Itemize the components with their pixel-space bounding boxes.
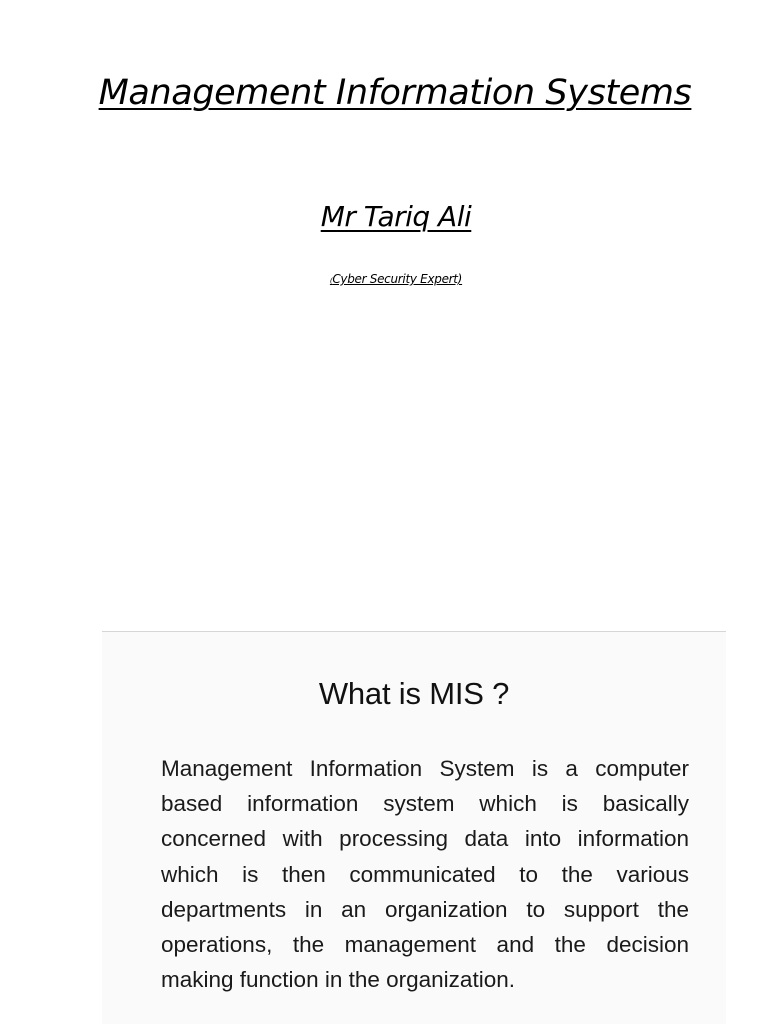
author-role-open-paren: ( bbox=[329, 277, 333, 285]
slide-heading: What is MIS ? bbox=[318, 676, 510, 711]
author-name: Mr Tariq Ali bbox=[320, 200, 472, 233]
slide-body-text: Management Information System is a computer based information system which is basically concerned with processing data into information which is then communicated to the various departments in an organization to support the operations, the management and the decision making function in the organization. bbox=[161, 756, 689, 993]
embedded-slide-image bbox=[102, 632, 726, 1024]
author-role bbox=[0, 271, 768, 289]
author-role-text: Cyber Security Expert) bbox=[332, 272, 463, 286]
document-title: Management Information Systems bbox=[98, 73, 692, 113]
